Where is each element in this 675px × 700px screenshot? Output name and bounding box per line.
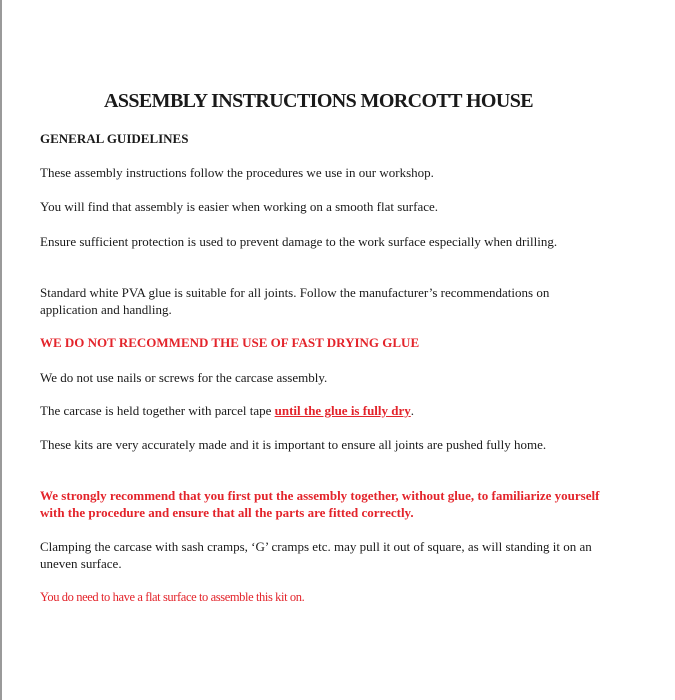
section-heading: GENERAL GUIDELINES bbox=[40, 131, 189, 146]
paragraph-parcel-tape bbox=[40, 402, 610, 419]
note-flat-surface: You do need to have a flat surface to assemble this kit on. bbox=[40, 590, 305, 604]
paragraph-pva-glue: Standard white PVA glue is suitable for all joints. Follow the manufacturer’s recommendations on application and handling. bbox=[40, 285, 550, 317]
parcel-tape-text: The carcase is held together with parcel tape bbox=[40, 403, 275, 418]
paragraph-clamping: Clamping the carcase with sash cramps, ‘G’ cramps etc. may pull it out of square, as will standing it on an uneven surface. bbox=[40, 539, 592, 571]
paragraph-flat-surface: You will find that assembly is easier when working on a smooth flat surface. bbox=[40, 199, 438, 214]
recommendation-dry-fit: We strongly recommend that you first put the assembly together, without glue, to familiarize yourself with the procedure and ensure that all the parts are fitted correctly. bbox=[40, 488, 600, 520]
parcel-tape-period: . bbox=[410, 403, 415, 418]
warning-fast-drying-glue: WE DO NOT RECOMMEND THE USE OF FAST DRYING GLUE bbox=[40, 335, 420, 350]
paragraph-accurate-kits: These kits are very accurately made and it is important to ensure all joints are pushed fully home. bbox=[40, 437, 547, 452]
parcel-tape-emphasis: until the glue is fully dry bbox=[274, 403, 411, 418]
paragraph-no-nails: We do not use nails or screws for the carcase assembly. bbox=[40, 370, 328, 385]
paragraph-workshop-procedures: These assembly instructions follow the procedures we use in our workshop. bbox=[40, 165, 434, 180]
paragraph-protection: Ensure sufficient protection is used to prevent damage to the work surface especially when drilling. bbox=[40, 234, 558, 249]
document-title: ASSEMBLY INSTRUCTIONS MORCOTT HOUSE bbox=[104, 90, 533, 112]
